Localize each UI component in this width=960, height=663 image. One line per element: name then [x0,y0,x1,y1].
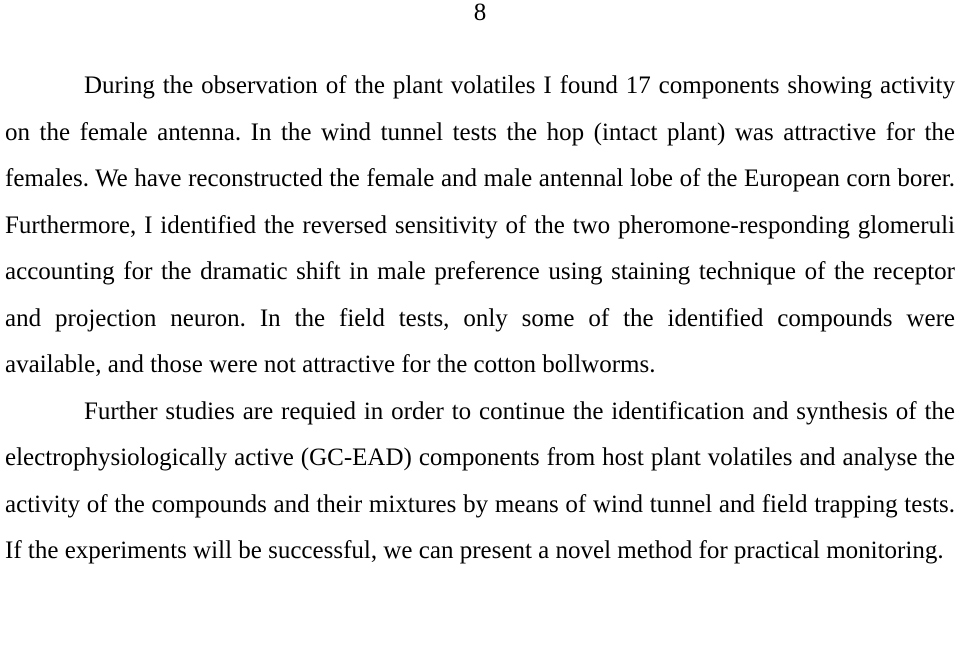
paragraph-further-studies: Further studies are requied in order to continue the identification and synthesis of the electrophysiologically active (GC-EAD) components from host plant volatiles and analyse the activity of the compounds and their mixtures by means of wind tunnel and field trapping tests. If the experiments will be successful, we can present a novel method for practical monitoring. [5,397,955,564]
paragraph-summary: During the observation of the plant volatiles I found 17 components showing activity on the female antenna. In the wind tunnel tests the hop (intact plant) was attractive for the females. We have reconstructed the female and male antennal lobe of the European corn borer. Furthermore, I identified the reversed sensitivity of the two pheromone-responding glomeruli accounting for the dramatic shift in male preference using staining technique of the receptor and projection neuron. In the field tests, only some of the identified compounds were available, and those were not attractive for the cotton bollworms. [5,72,955,378]
body-text [5,63,955,575]
page-number: 8 [473,0,487,26]
